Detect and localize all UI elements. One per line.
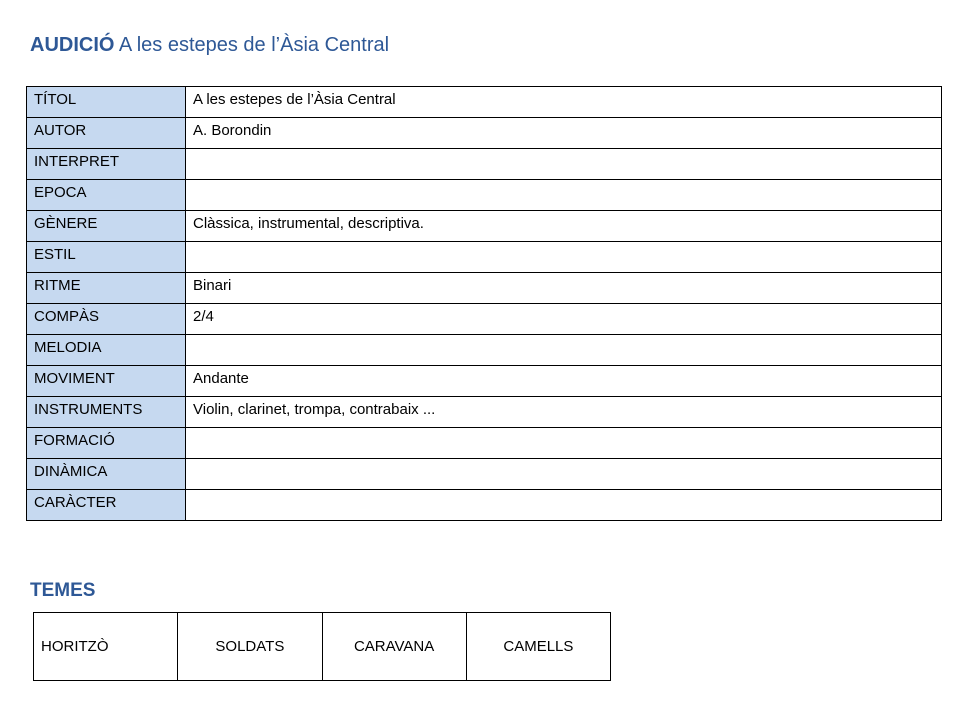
row-label: CARÀCTER [27, 490, 186, 521]
page-title-text: A les estepes de l’Àsia Central [118, 34, 390, 56]
tema-cell: HORITZÒ [34, 613, 178, 681]
table-row [27, 459, 942, 490]
table-row [27, 490, 942, 521]
table-row [34, 613, 611, 681]
row-value: Clàssica, instrumental, descriptiva. [186, 211, 942, 242]
info-table [26, 86, 942, 521]
row-label: INSTRUMENTS [27, 397, 186, 428]
row-label: AUTOR [27, 118, 186, 149]
table-row [27, 87, 942, 118]
row-value [186, 242, 942, 273]
row-value: A les estepes de l’Àsia Central [186, 87, 942, 118]
table-row [27, 211, 942, 242]
row-value: Violin, clarinet, trompa, contrabaix ... [186, 397, 942, 428]
row-label: DINÀMICA [27, 459, 186, 490]
row-label: RITME [27, 273, 186, 304]
table-row [27, 366, 942, 397]
row-value [186, 149, 942, 180]
row-label: INTERPRET [27, 149, 186, 180]
temes-heading: TEMES [30, 580, 96, 601]
temes-table [33, 612, 611, 681]
tema-cell: CARAVANA [322, 613, 466, 681]
page-title-prefix: AUDICIÓ [30, 34, 115, 56]
row-label: FORMACIÓ [27, 428, 186, 459]
table-row [27, 397, 942, 428]
row-label: COMPÀS [27, 304, 186, 335]
table-row [27, 335, 942, 366]
row-value [186, 180, 942, 211]
table-row [27, 180, 942, 211]
row-value [186, 428, 942, 459]
row-label: MELODIA [27, 335, 186, 366]
row-value [186, 490, 942, 521]
row-value: 2/4 [186, 304, 942, 335]
row-label: TÍTOL [27, 87, 186, 118]
tema-cell: CAMELLS [466, 613, 610, 681]
tema-cell: SOLDATS [178, 613, 322, 681]
row-label: EPOCA [27, 180, 186, 211]
table-row [27, 118, 942, 149]
row-label: MOVIMENT [27, 366, 186, 397]
page-title [30, 34, 389, 57]
table-row [27, 428, 942, 459]
row-value [186, 459, 942, 490]
table-row [27, 273, 942, 304]
table-row [27, 149, 942, 180]
row-value: A. Borondin [186, 118, 942, 149]
table-row [27, 304, 942, 335]
row-label: ESTIL [27, 242, 186, 273]
table-row [27, 242, 942, 273]
row-label: GÈNERE [27, 211, 186, 242]
row-value: Binari [186, 273, 942, 304]
row-value [186, 335, 942, 366]
row-value: Andante [186, 366, 942, 397]
